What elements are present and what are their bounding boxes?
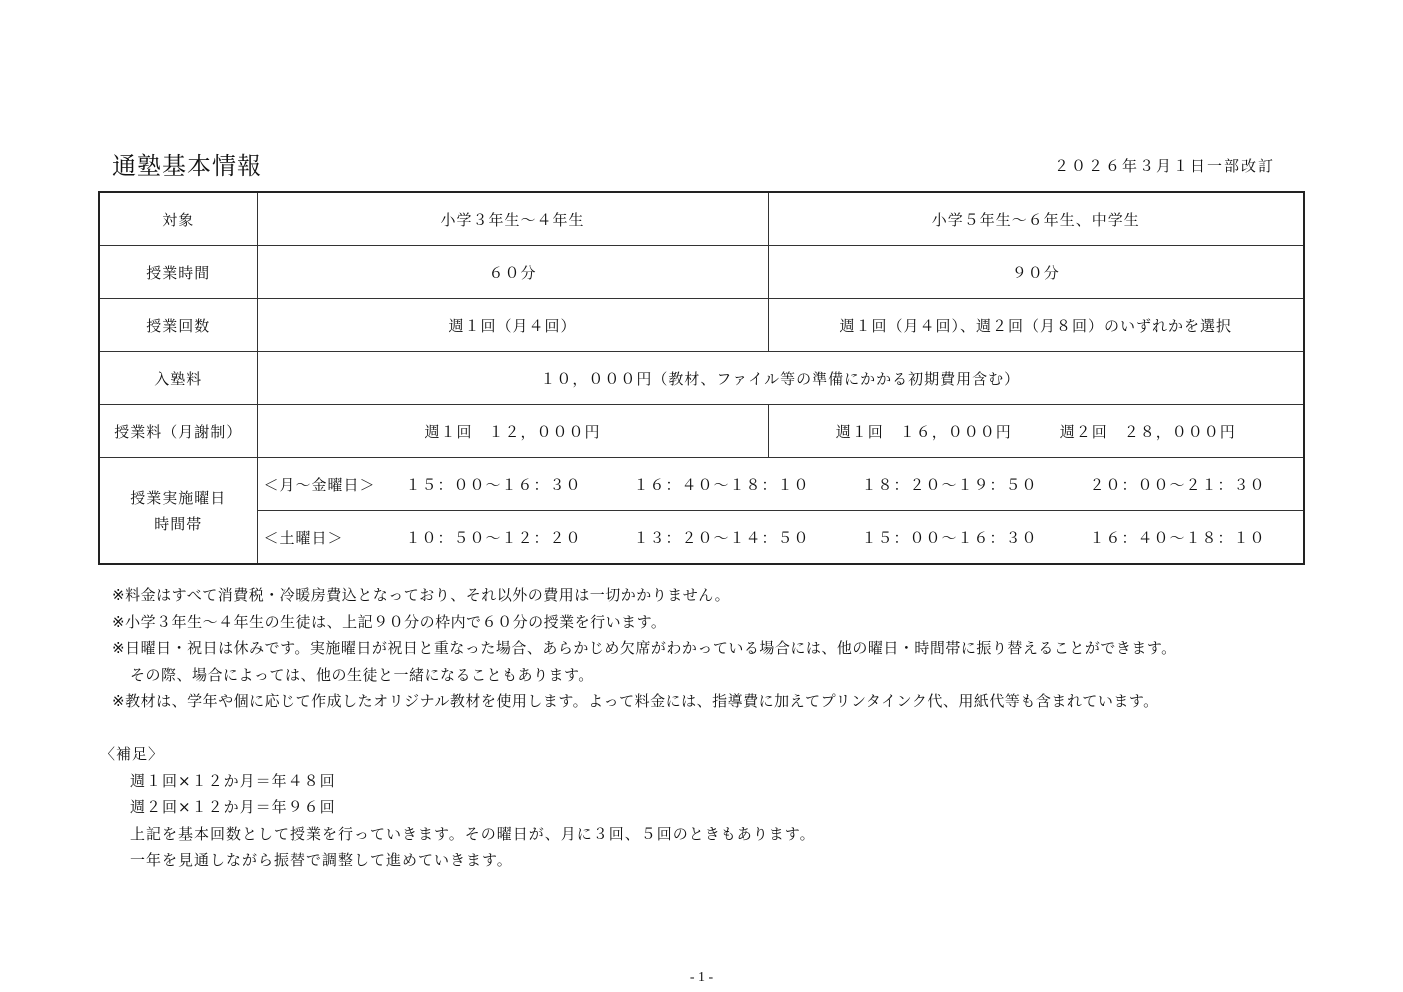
table-row-tuition [99, 405, 1304, 458]
time-slot: ２０：００～２１：３０ [1089, 475, 1266, 494]
table-row-target [99, 192, 1304, 246]
time-upper-grade: ９０分 [768, 246, 1304, 299]
time-slot: １６：４０～１８：１０ [633, 475, 810, 494]
supplement-line: 上記を基本回数として授業を行っていきます。その曜日が、月に３回、５回のときもあります。 [130, 824, 816, 843]
time-slot: １５：００～１６：３０ [405, 475, 582, 494]
row-label-tuition: 授業料（月謝制） [99, 405, 257, 458]
row-label-entry-fee: 入塾料 [99, 352, 257, 405]
schedule-label-line1: 授業実施曜日 [130, 488, 227, 507]
row-label-time: 授業時間 [99, 246, 257, 299]
note-item: ※料金はすべて消費税・冷暖房費込となっており、それ以外の費用は一切かかりません。 [112, 586, 731, 604]
schedule-label-line2: 時間帯 [154, 514, 203, 533]
time-lower-grade: ６０分 [257, 246, 768, 299]
time-slot: １３：２０～１４：５０ [633, 528, 810, 547]
time-slot: １６：４０～１８：１０ [1089, 528, 1266, 547]
page-number: - 1 - [689, 970, 714, 985]
weekday-label: ＜月～金曜日＞ [263, 475, 376, 494]
supplement-line: 週２回×１２か月＝年９６回 [130, 798, 336, 816]
note-item: ※日曜日・祝日は休みです。実施曜日が祝日と重なった場合、あらかじめ欠席がわかっている場合には、他の曜日・時間帯に振り替えることができます。 [112, 639, 1177, 657]
notes-section [112, 582, 1177, 715]
info-table [98, 191, 1305, 565]
supplement-line: 一年を見通しながら振替で調整して進めていきます。 [130, 851, 513, 869]
time-slot: １５：００～１６：３０ [861, 528, 1038, 547]
count-lower-grade: 週１回（月４回） [257, 299, 768, 352]
time-slot: １８：２０～１９：５０ [861, 475, 1038, 494]
table-row-count [99, 299, 1304, 352]
row-label-target: 対象 [99, 192, 257, 246]
page-title: 通塾基本情報 [112, 152, 262, 180]
revision-date: ２０２６年３月１日一部改訂 [1054, 157, 1276, 175]
table-row-entry-fee [99, 352, 1304, 405]
entry-fee-value: １０，０００円（教材、ファイル等の準備にかかる初期費用含む） [257, 352, 1304, 405]
tuition-lower-grade: 週１回 １２，０００円 [257, 405, 768, 458]
supplement-line: 週１回×１２か月＝年４８回 [130, 771, 336, 790]
note-item: ※小学３年生～４年生の生徒は、上記９０分の枠内で６０分の授業を行います。 [112, 612, 667, 631]
target-lower-grade: 小学３年生～４年生 [257, 192, 768, 246]
weekday-schedule [257, 458, 1304, 511]
row-label-count: 授業回数 [99, 299, 257, 352]
tuition-upper-grade: 週１回 １６，０００円 週２回 ２８，０００円 [768, 405, 1304, 458]
note-item: ※教材は、学年や個に応じて作成したオリジナル教材を使用します。よって料金には、指導費に加えてプリンタインク代、用紙代等も含まれています。 [112, 692, 1159, 710]
table-row-schedule-weekday [99, 458, 1304, 511]
count-upper-grade: 週１回（月４回）、週２回（月８回）のいずれかを選択 [768, 299, 1304, 352]
supplement-section [100, 741, 816, 874]
saturday-label: ＜土曜日＞ [263, 528, 344, 547]
table-row-time [99, 246, 1304, 299]
table-row-schedule-saturday [99, 511, 1304, 565]
note-item: その際、場合によっては、他の生徒と一緒になることもあります。 [130, 665, 594, 684]
saturday-schedule [257, 511, 1304, 565]
row-label-schedule [99, 458, 257, 565]
supplement-heading: 〈補足〉 [100, 745, 165, 763]
target-upper-grade: 小学５年生～６年生、中学生 [768, 192, 1304, 246]
time-slot: １０：５０～１２：２０ [405, 528, 582, 547]
